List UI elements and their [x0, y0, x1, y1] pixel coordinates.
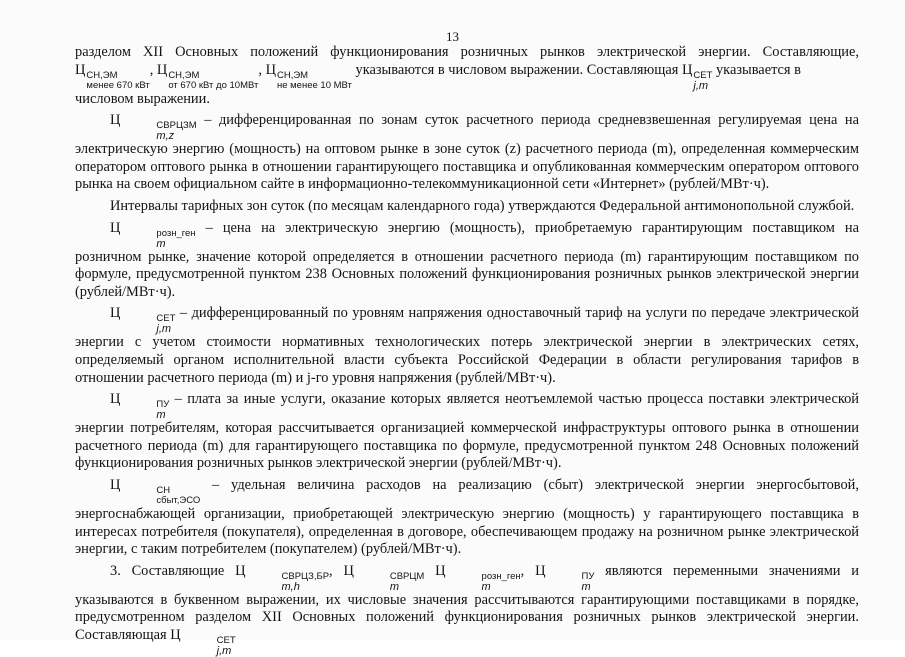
paragraph-text: числовом выражении.	[75, 90, 210, 107]
formula-symbol: Ц розн_ген m	[110, 219, 196, 250]
formula-symbol: Ц СН,ЭМ менее 670 кВт	[75, 61, 150, 91]
paragraph-text: – плата за иные услуги, оказание которых является неотъемлемой частью процесса поставки электрической энергии потребителям, которая рассчитывается организацией коммерческой инфраструктуры оптового рынка в отношении расчетного периода (m) для гарантирующего поставщика по формуле, предусмотренной пунктом 248 Основных положений функционирования розничных рынков электрической энергии (рублей/МВт·ч).	[75, 391, 859, 472]
paragraph-text: – дифференцированная по зонам суток расчетного периода средневзвешенная регулируемая цена на электрическую энергию (мощность) на оптовом рынке в зоне суток (z) расчетного периода (m), определенная коммерческим оператором оптового рынка в отношении гарантирующего поставщика и опубликованная коммерческим оператором оптового рынка на своем официальном сайте в информационно-телекоммуникационной сети «Интернет» (рублей/МВт·ч).	[75, 112, 859, 193]
formula-symbol: Ц СВРЦЗМ m,z	[110, 112, 197, 143]
paragraph-text: разделом XII Основных положений функционирования розничных рынков электрической энергии. Составляющие,	[75, 44, 859, 60]
paragraph-6	[75, 391, 859, 473]
paragraph-3	[75, 198, 859, 216]
formula-symbol: Ц СН,ЭМ от 670 кВт до 10МВт	[156, 61, 259, 91]
formula-symbol: Ц розн_ген m	[435, 562, 521, 593]
formula-symbol: Ц СН,ЭМ не менее 10 МВт	[265, 61, 352, 91]
formula-symbol: Ц ПУ m	[110, 391, 170, 422]
paragraph-text: являются переменными значениями и указываются в буквенном выражении, их числовые значения рассчитываются гарантирующими поставщиками в порядке, предусмотренном разделом XII Основных положений функционирования розничных рынков электрической энергии. Составляющая	[75, 562, 859, 643]
formula-symbol: Ц СН сбыт,ЭСО	[110, 476, 201, 506]
paragraph-text: – удельная величина расходов на реализацию (сбыт) электрической энергии энергосбытовой, энергоснабжающей организации, приобретающей электрическую энергию (мощность) у гарантирующего поставщика в интересах потребителя (покупателя), определенная в договоре, обеспечивающем продажу на розничном рынке электрической энергии, с таким потребителем (покупателем) (рублей/МВт·ч).	[75, 476, 859, 558]
paragraph-8: 3. Составляющие Ц СВРЦЗ,БР m,h , Ц СВРЦМ m Ц розн_ген m , Ц ПУ m являются переменными значениями и указываются в буквенном выражении, их числовые значения рассчитываются гарантирующими поставщиками в порядке, предусмотренном разделом XII Основных положений функционирования розничных рынков электрической энергии. Составляющая Ц СЕТ j,m	[75, 562, 859, 657]
formula-symbol: Ц СЕТ j,m	[110, 305, 176, 336]
formula-symbol: Ц СВРЦМ m	[343, 562, 425, 593]
paragraph-text: – цена на электрическую энергию (мощность), приобретаемую гарантирующим поставщиком на розничном рынке, значение которой определяется в отношении расчетного периода (m) гарантирующим поставщиком по формуле, предусмотренной пунктом 238 Основных положений функционирования розничных рынков электрической энергии (рублей/МВт·ч).	[75, 219, 859, 300]
paragraph-5	[75, 305, 859, 387]
page-number: 13	[446, 29, 459, 44]
paragraph-text: указываются в числовом выражении. Составляющая	[351, 61, 682, 78]
paragraph-text: Интервалы тарифных зон суток (по месяцам календарного года) утверждаются Федеральной антимонопольной службой.	[110, 197, 855, 214]
document-body	[75, 44, 859, 656]
paragraph-text: 3. Составляющие	[110, 562, 236, 579]
paragraph-4	[75, 220, 859, 302]
paragraph-7	[75, 477, 859, 559]
paragraph-text: – дифференцированный по уровням напряжения одноставочный тариф на услуги по передаче электрической энергии с учетом стоимости нормативных технологических потерь электрической энергии в электрических сетях, определяемый органом исполнительной власти субъекта Российской Федерации в области регулирования тарифов в отношении расчетного периода (m) и j-го уровня напряжения (рублей/МВт·ч).	[75, 305, 859, 386]
formula-symbol: Ц СЕТ j,m	[681, 61, 713, 92]
formula-symbol: Ц ПУ m	[535, 562, 595, 593]
formula-symbol: Ц СВРЦЗ,БР m,h	[235, 562, 330, 593]
paragraph-2	[75, 112, 859, 194]
paragraph-text: указывается в	[712, 61, 801, 78]
formula-symbol: Ц СЕТ j,m	[170, 626, 236, 657]
paragraph-1: разделом XII Основных положений функционирования розничных рынков электрической энергии. Составляющие, Ц СН,ЭМ менее 670 кВт , Ц СН,ЭМ от 670 кВт до 10МВт , Ц СН,ЭМ не менее 10 МВт указываются в числовом выражении. Составляющая Ц СЕТ j,m указывается в числовом выражении.	[75, 44, 859, 107]
